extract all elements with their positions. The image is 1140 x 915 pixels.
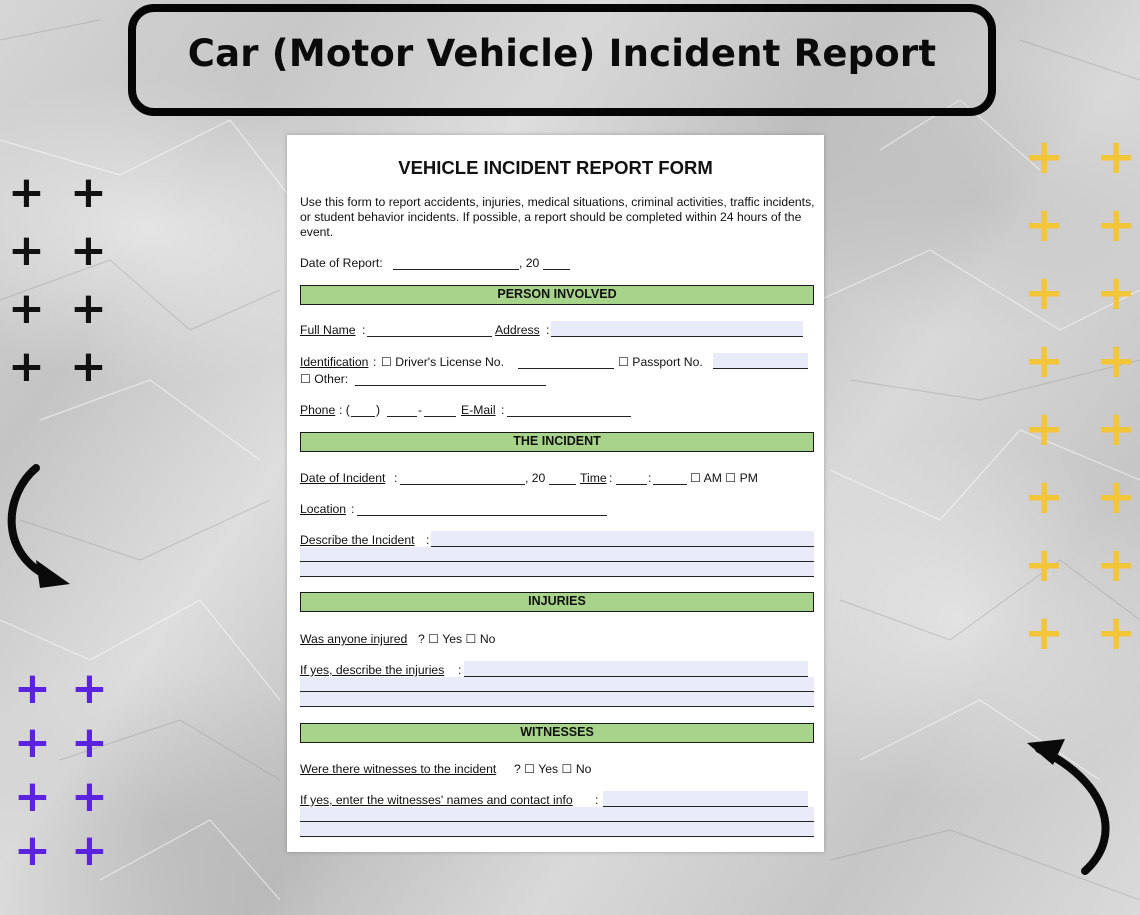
banner-title: Car (Motor Vehicle) Incident Report — [187, 31, 937, 75]
decor-plus-black: + — [70, 167, 107, 218]
decor-plus-yellow: + — [1024, 265, 1065, 321]
witnesses-question-label: Were there witnesses to the incident — [300, 762, 497, 776]
injured-question-label: Was anyone injured — [300, 632, 408, 646]
describe-incident-fill — [300, 562, 814, 576]
phone-area-code-field[interactable] — [351, 416, 375, 417]
email-field[interactable] — [507, 416, 631, 417]
section-witnesses: WITNESSES — [300, 723, 814, 743]
email-label: E-Mail — [461, 403, 496, 417]
colon: : — [458, 663, 462, 677]
decor-plus-yellow: + — [1096, 197, 1137, 253]
decor-plus-yellow: + — [1096, 265, 1137, 321]
colon: : — [426, 533, 430, 547]
phone-prefix-field[interactable] — [387, 416, 417, 417]
decor-plus-yellow: + — [1096, 333, 1137, 389]
date-of-report-label: Date of Report: — [300, 256, 383, 270]
time-label: Time — [580, 471, 607, 485]
decor-plus-purple: + — [71, 717, 108, 768]
colon: : — [394, 471, 398, 485]
witnesses-contact-field[interactable] — [300, 836, 814, 837]
witnesses-contact-label: If yes, enter the witnesses' names and contact info — [300, 793, 573, 807]
describe-incident-fill — [300, 547, 814, 561]
phone-line-field[interactable] — [424, 416, 456, 417]
form-title: VEHICLE INCIDENT REPORT FORM — [398, 157, 713, 178]
decor-plus-yellow: + — [1024, 401, 1065, 457]
drivers-license-field[interactable] — [518, 368, 614, 369]
passport-field[interactable] — [713, 368, 808, 369]
colon: : — [373, 355, 377, 369]
decor-plus-black: + — [8, 283, 45, 334]
form-intro: Use this form to report accidents, injuries, medical situations, criminal activities, traffic incidents, or student behavior incidents. If possible, a report should be completed within 24 hours of the event. — [300, 195, 815, 239]
decor-plus-yellow: + — [1096, 605, 1137, 661]
phone-open-paren: : ( — [339, 403, 350, 417]
witnesses-contact-fill — [300, 822, 814, 836]
full-name-field[interactable] — [367, 336, 492, 337]
time-minute-field[interactable] — [653, 484, 687, 485]
phone-close-paren: ) — [376, 403, 381, 417]
describe-injuries-fill — [464, 661, 808, 676]
curved-arrow-icon — [0, 460, 80, 590]
decor-plus-yellow: + — [1096, 537, 1137, 593]
other-id-field[interactable] — [355, 385, 546, 386]
decor-plus-purple: + — [14, 825, 51, 876]
colon: : — [595, 793, 599, 807]
describe-injuries-fill — [300, 692, 814, 706]
time-hour-field[interactable] — [616, 484, 647, 485]
decor-plus-purple: + — [14, 663, 51, 714]
title-banner — [128, 4, 996, 116]
full-name-label: Full Name — [300, 323, 356, 337]
decor-plus-yellow: + — [1024, 129, 1065, 185]
date-of-incident-label: Date of Incident — [300, 471, 386, 485]
decor-plus-yellow: + — [1024, 469, 1065, 525]
incident-year-prefix: , 20 — [525, 471, 546, 485]
phone-label: Phone — [300, 403, 336, 417]
describe-injuries-label: If yes, describe the injuries — [300, 663, 445, 677]
passport-fill — [713, 353, 808, 368]
decor-plus-yellow: + — [1024, 605, 1065, 661]
decor-plus-black: + — [70, 225, 107, 276]
colon: : — [609, 471, 613, 485]
decor-plus-purple: + — [14, 771, 51, 822]
decor-plus-black: + — [8, 341, 45, 392]
decor-plus-yellow: + — [1024, 197, 1065, 253]
curved-arrow-icon — [1025, 735, 1120, 880]
colon: : — [501, 403, 505, 417]
decor-plus-purple: + — [71, 825, 108, 876]
decor-plus-black: + — [70, 283, 107, 334]
decor-plus-black: + — [70, 341, 107, 392]
incident-year-field[interactable] — [549, 484, 576, 485]
decor-plus-yellow: + — [1096, 129, 1137, 185]
decor-plus-black: + — [8, 225, 45, 276]
describe-injuries-field[interactable] — [300, 706, 814, 707]
describe-incident-label: Describe the Incident — [300, 533, 415, 547]
address-field[interactable] — [551, 336, 803, 337]
decor-plus-black: + — [8, 167, 45, 218]
describe-incident-fill — [431, 531, 814, 546]
decor-plus-yellow: + — [1024, 333, 1065, 389]
decor-plus-purple: + — [14, 717, 51, 768]
incident-report-form — [287, 135, 824, 852]
decor-plus-yellow: + — [1096, 469, 1137, 525]
decor-plus-yellow: + — [1024, 537, 1065, 593]
other-id-checkbox[interactable]: ☐ Other: — [300, 372, 349, 386]
witnesses-yes-no-checkboxes[interactable]: ? ☐ Yes ☐ No — [514, 762, 592, 776]
decor-plus-purple: + — [71, 663, 108, 714]
am-pm-checkboxes[interactable]: ☐ AM ☐ PM — [690, 471, 758, 485]
colon: : — [546, 323, 550, 337]
section-person-involved: PERSON INVOLVED — [300, 285, 814, 305]
describe-incident-field[interactable] — [300, 576, 814, 577]
injured-yes-no-checkboxes[interactable]: ? ☐ Yes ☐ No — [418, 632, 496, 646]
passport-checkbox[interactable]: ☐ Passport No. — [618, 355, 703, 369]
address-label: Address — [495, 323, 540, 337]
decor-plus-purple: + — [71, 771, 108, 822]
report-year-field[interactable] — [543, 269, 570, 270]
report-year-prefix: , 20 — [519, 256, 540, 270]
decor-plus-yellow: + — [1096, 401, 1137, 457]
witnesses-contact-fill — [603, 791, 808, 806]
location-field[interactable] — [357, 515, 607, 516]
describe-injuries-fill — [300, 677, 814, 691]
identification-label: Identification — [300, 355, 369, 369]
colon: : — [362, 323, 366, 337]
section-the-incident: THE INCIDENT — [300, 432, 814, 452]
colon: : — [351, 502, 355, 516]
location-label: Location — [300, 502, 347, 516]
drivers-license-checkbox[interactable]: ☐ Driver's License No. — [381, 355, 504, 369]
phone-dash: - — [418, 403, 423, 417]
time-colon: : — [648, 471, 652, 485]
witnesses-contact-fill — [300, 807, 814, 821]
date-of-report-field[interactable] — [393, 269, 519, 270]
address-fill — [551, 321, 803, 336]
date-of-incident-field[interactable] — [400, 484, 525, 485]
section-injuries: INJURIES — [300, 592, 814, 612]
